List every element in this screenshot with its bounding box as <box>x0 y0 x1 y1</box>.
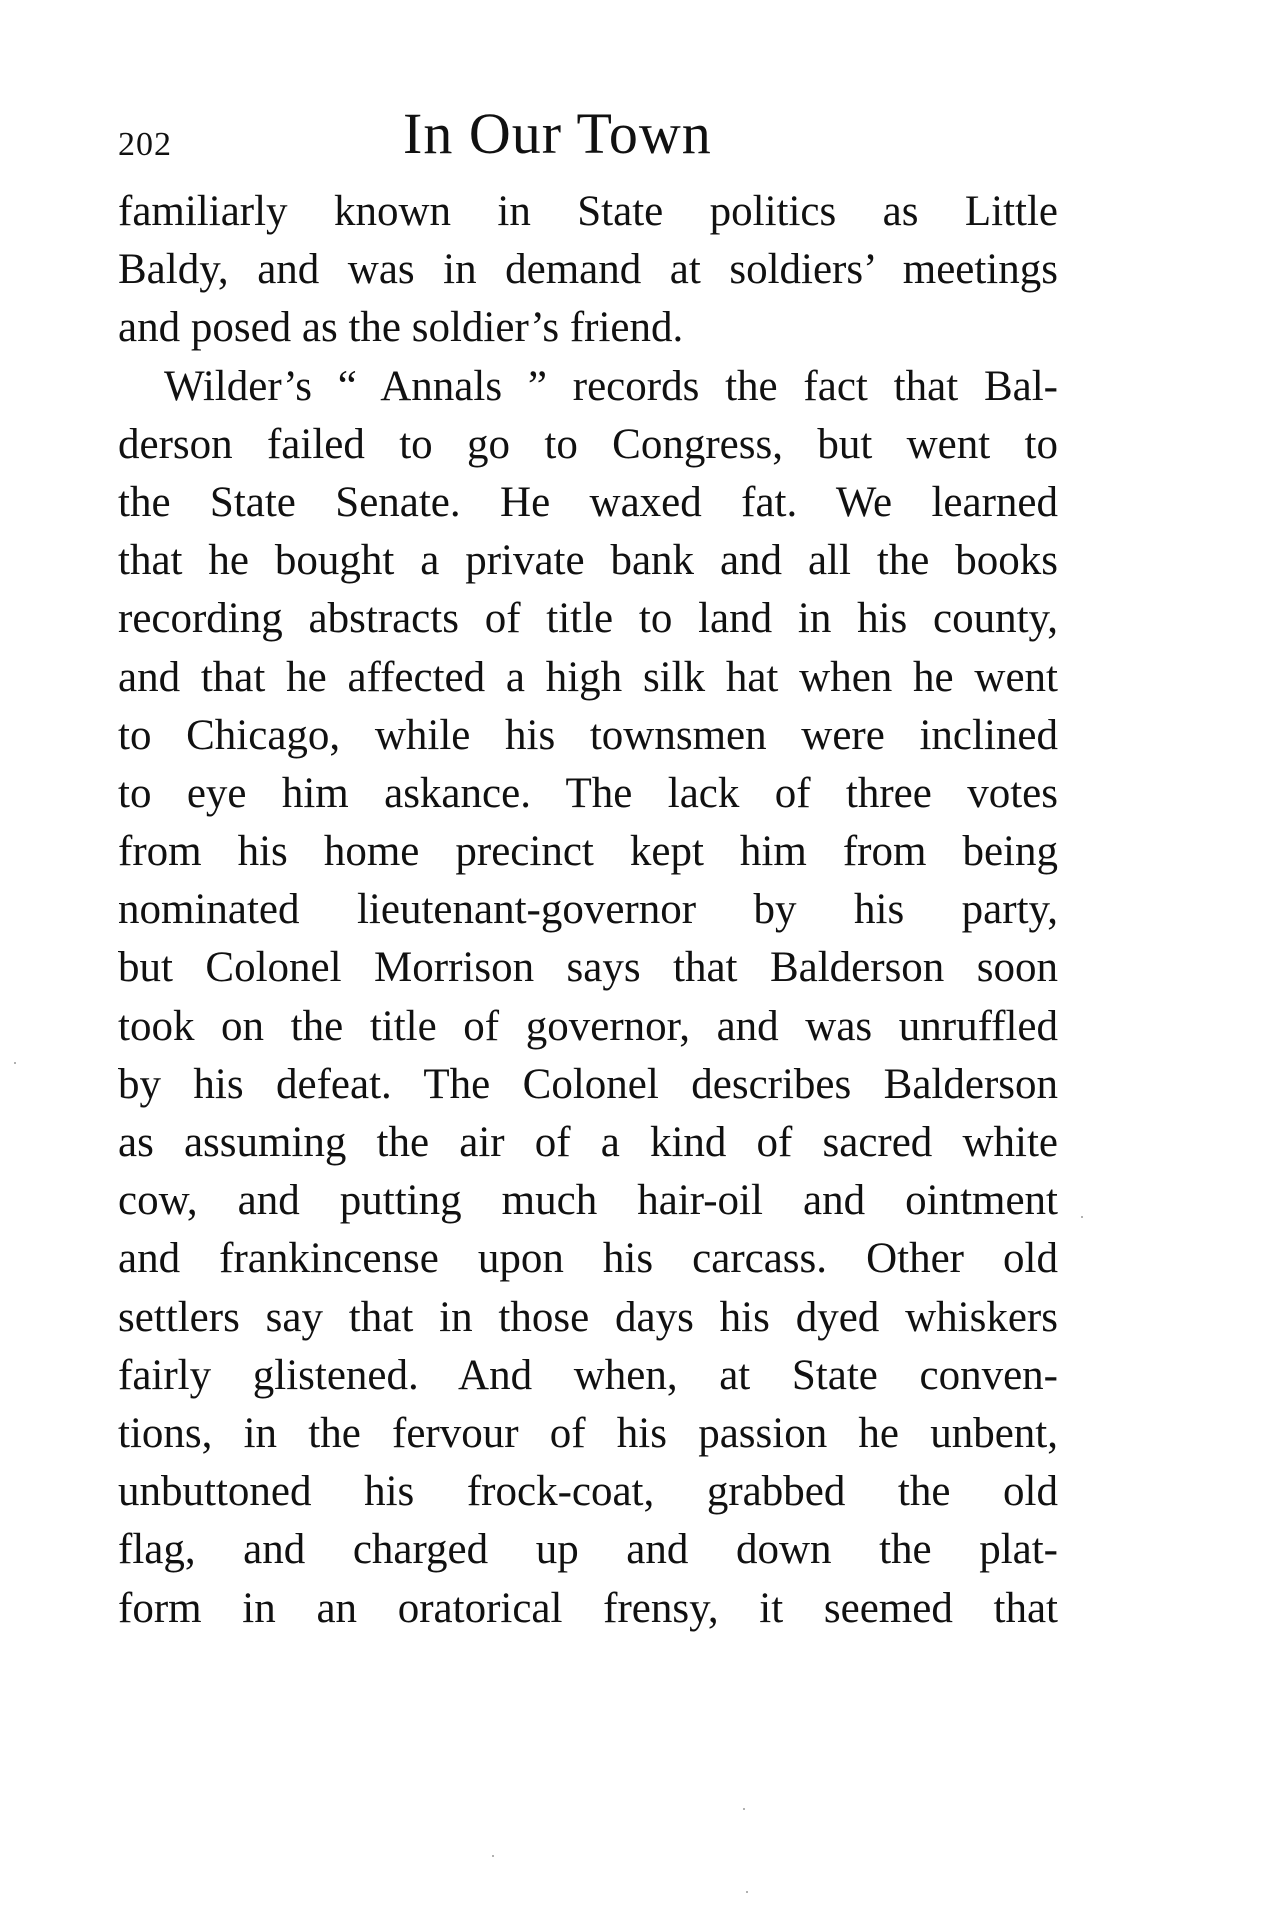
text-line: flag, and charged up and down the plat- <box>118 1526 1058 1574</box>
text-line: the State Senate. He waxed fat. We learned <box>118 478 1058 526</box>
text-line: Baldy, and was in demand at soldiers’ meetings <box>118 246 1058 294</box>
text-line: to Chicago, while his townsmen were inclined <box>118 711 1058 759</box>
text-line: derson failed to go to Congress, but went to <box>118 420 1058 468</box>
text-line: recording abstracts of title to land in his county, <box>118 595 1058 643</box>
page-header <box>118 100 1058 170</box>
paper-speck <box>492 1855 494 1857</box>
text-line: familiarly known in State politics as Little <box>118 188 1058 235</box>
paper-speck <box>746 1891 748 1893</box>
text-line: unbuttoned his frock-coat, grabbed the old <box>118 1468 1058 1516</box>
page-number: 202 <box>118 126 172 163</box>
body-text <box>118 183 1058 1638</box>
paper-speck <box>743 1808 745 1810</box>
text-line: form in an oratorical frensy, it seemed that <box>118 1584 1058 1632</box>
paper-speck <box>1081 1216 1083 1218</box>
text-line: took on the title of governor, and was unruffled <box>118 1002 1058 1050</box>
text-line: Wilder’s “ Annals ” records the fact that Bal- <box>164 362 1058 410</box>
text-line: settlers say that in those days his dyed whiskers <box>118 1293 1058 1341</box>
running-title: In Our Town <box>403 101 712 166</box>
text-line: to eye him askance. The lack of three votes <box>118 769 1058 817</box>
text-line: and posed as the soldier’s friend. <box>118 304 684 352</box>
paper-speck <box>14 1062 16 1064</box>
text-line: nominated lieutenant-governor by his party, <box>118 886 1058 934</box>
paragraph-2 <box>118 358 1058 1638</box>
text-line: cow, and putting much hair-oil and ointment <box>118 1177 1058 1225</box>
text-line: as assuming the air of a kind of sacred white <box>118 1119 1058 1166</box>
text-line: and that he affected a high silk hat when he went <box>118 653 1058 701</box>
paragraph-1 <box>118 183 1058 358</box>
text-line: tions, in the fervour of his passion he unbent, <box>118 1409 1058 1457</box>
text-line: that he bought a private bank and all the books <box>118 537 1058 585</box>
text-line: by his defeat. The Colonel describes Balderson <box>118 1060 1058 1108</box>
text-line: fairly glistened. And when, at State conven- <box>118 1351 1058 1399</box>
text-line: from his home precinct kept him from being <box>118 828 1058 876</box>
text-line: but Colonel Morrison says that Balderson soon <box>118 944 1058 992</box>
text-line: and frankincense upon his carcass. Other old <box>118 1235 1058 1283</box>
